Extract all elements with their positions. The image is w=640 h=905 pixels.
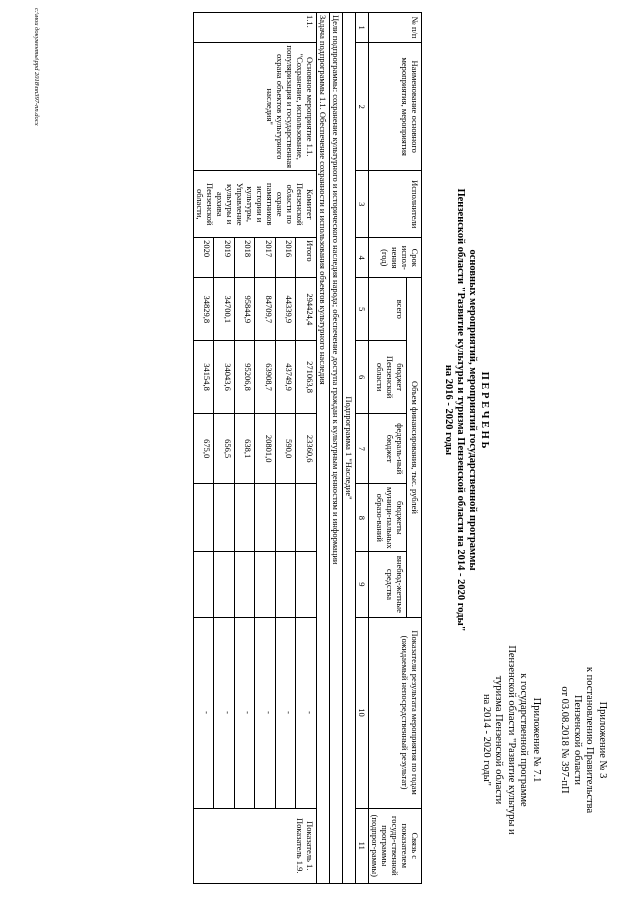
year-cell: 2019 (214, 238, 235, 278)
column-number: 10 (356, 617, 369, 808)
subprogram-task: Задача подпрограммы 1.1. Обеспечение сохранности и использования объектов культурного наследия (317, 13, 330, 884)
measure-executor: Комитет Пензенской области по охране памятников истории и культуры, Управление культуры и архива Пензенской области, (194, 171, 317, 238)
title-line: П Е Р Е Ч Е Н Ь (479, 371, 490, 449)
column-number-row (356, 13, 369, 884)
measures-table (193, 12, 422, 884)
header-indicators: Показатели результата мероприятия по годам (ожидаемый непосредственный результат) (369, 617, 422, 808)
header-federal: федераль-ный бюджет (369, 414, 407, 484)
column-number: 11 (356, 808, 369, 883)
header-name: Наименование основного мероприятия, мероприятия (369, 43, 422, 171)
appendix-program-line: на 2014 - 2020 годы" (481, 694, 492, 786)
total-cell: 294424,4 (296, 278, 317, 341)
appendix-header (558, 620, 608, 860)
offbudget-cell (194, 552, 215, 617)
column-number: 4 (356, 238, 369, 278)
municipal-cell (194, 484, 215, 552)
program-link: Показатель 1. Показатель 1.9. (194, 808, 317, 883)
title-line: на 2016 - 2020 годы (443, 364, 454, 456)
header-term: Срок испол-нения (год) (369, 238, 422, 278)
row-number: 1.1. (194, 13, 317, 43)
subprogram-goals: Цели подпрограммы: сохранение культурного и исторического наследия народа; обеспечение доступа граждан к культурным ценностям и информации (330, 13, 343, 884)
appendix-line: Пензенской области (572, 694, 583, 786)
municipal-cell (235, 484, 256, 552)
year-cell: 2017 (255, 238, 276, 278)
appendix-line: Приложение № 3 (597, 701, 608, 779)
subprogram-title: Подпрограмма 1 "Наследие" (343, 13, 356, 884)
header-executors: Исполнители (369, 171, 422, 238)
title-line: основных мероприятий, мероприятий государственной программы (467, 249, 478, 571)
offbudget-cell (276, 552, 297, 617)
indicator-cell: - (235, 617, 256, 808)
federal-cell: 656,5 (214, 414, 235, 484)
year-cell: 2018 (235, 238, 256, 278)
year-cell: 2016 (276, 238, 297, 278)
year-cell: 2020 (194, 238, 215, 278)
column-number: 3 (356, 171, 369, 238)
document-title (442, 150, 490, 670)
goals-row (330, 13, 343, 884)
indicator-cell: - (194, 617, 215, 808)
appendix-program-line: туризма Пензенской области (493, 675, 505, 805)
title-line: Пензенской области "Развитие культуры и туризма Пензенской области на 2014 - 2020 годы" (455, 188, 466, 632)
municipal-cell (255, 484, 276, 552)
header-total: всего (369, 278, 407, 341)
appendix-line: к постановлению Правительства (584, 666, 596, 814)
municipal-cell (214, 484, 235, 552)
regional-cell: 95206,8 (235, 341, 256, 414)
appendix-program-line: к государственной программе (518, 673, 530, 807)
total-cell: 34700,1 (214, 278, 235, 341)
table-row (296, 13, 317, 884)
header-link: Связь с показателем госудр-ственной программы (подпрог-раммы) (369, 808, 422, 883)
appendix-program-line: Пензенской области "Развитие культуры и (506, 645, 517, 835)
municipal-cell (296, 484, 317, 552)
federal-cell: 675,0 (194, 414, 215, 484)
appendix-program-line: Приложение № 7.1 (531, 697, 542, 783)
regional-cell: 34043,6 (214, 341, 235, 414)
header-municipal: бюджеты муници-пальных образо-ваний (369, 484, 407, 552)
column-number: 1 (356, 13, 369, 43)
file-path-footer: c:\мои документы\ppd 2018\пп397-пп.docx (33, 8, 40, 126)
appendix-line: от 03.08.2018 № 397-пП (559, 686, 571, 794)
subprogram-row (343, 13, 356, 884)
column-number: 9 (356, 552, 369, 617)
indicator-cell: - (296, 617, 317, 808)
municipal-cell (276, 484, 297, 552)
measure-name: Основное мероприятие 1.1. "Сохранение, использование, популяризация и государственная охрана объектов культурного наследия" (194, 43, 317, 171)
column-number: 2 (356, 43, 369, 171)
indicator-cell: - (276, 617, 297, 808)
header-offbudget: внебюд-жетные средства (369, 552, 407, 617)
federal-cell: 638,1 (235, 414, 256, 484)
offbudget-cell (235, 552, 256, 617)
header-funding: Объем финансирования, тыс. рублей (407, 278, 422, 617)
regional-cell: 271063,8 (296, 341, 317, 414)
indicator-cell: - (214, 617, 235, 808)
column-number: 8 (356, 484, 369, 552)
offbudget-cell (296, 552, 317, 617)
header-num: № п/п (369, 13, 422, 43)
regional-cell: 34154,8 (194, 341, 215, 414)
regional-cell: 43749,9 (276, 341, 297, 414)
regional-cell: 63908,7 (255, 341, 276, 414)
total-cell: 44339,9 (276, 278, 297, 341)
total-cell: 34829,8 (194, 278, 215, 341)
total-cell: 95844,9 (235, 278, 256, 341)
column-number: 6 (356, 341, 369, 414)
federal-cell: 20801,0 (255, 414, 276, 484)
total-cell: 84709,7 (255, 278, 276, 341)
header-row (407, 13, 422, 884)
column-number: 5 (356, 278, 369, 341)
federal-cell: 590,0 (276, 414, 297, 484)
offbudget-cell (214, 552, 235, 617)
column-number: 7 (356, 414, 369, 484)
task-row (317, 13, 330, 884)
offbudget-cell (255, 552, 276, 617)
year-cell: Итого (296, 238, 317, 278)
indicator-cell: - (255, 617, 276, 808)
federal-cell: 23360,6 (296, 414, 317, 484)
header-regional: бюджет Пензенской области (369, 341, 407, 414)
